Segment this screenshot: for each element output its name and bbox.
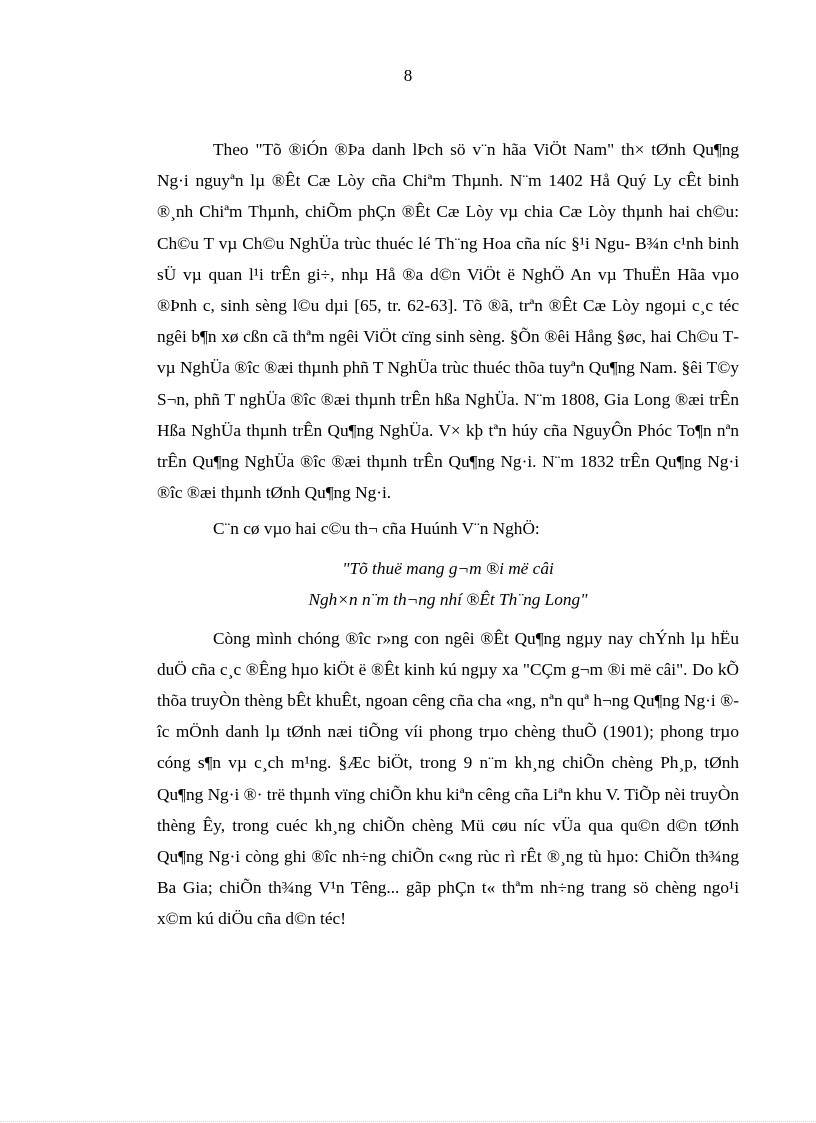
poem-line: Ngh×n n¨m th¬ng nhí ®Êt Th¨ng Long" bbox=[308, 589, 588, 609]
poem-line: "Tõ thuë mang g¬m ®i më câi bbox=[342, 558, 554, 578]
poem-quote bbox=[157, 553, 739, 615]
document-body bbox=[157, 134, 739, 935]
paragraph: C¨n cø vµo hai c©u th¬ cña Huúnh V¨n NghÖ: bbox=[213, 519, 540, 539]
paragraph: Theo "Tõ ®iÓn ®Þa danh lÞch sö v¨n hãa ViÖt Nam" th× tØnh Qu¶ng Ng·i nguyªn lµ ®Êt Cæ Lòy cña Chiªm Thµnh. N¨m 1402 Hå Quý Ly cÊt binh ®¸nh Chiªm Thµnh, chiÕm phÇn ®Êt Cæ Lòy vµ chia Cæ Lòy thµnh hai ch©u: Ch©u T vµ Ch©u NghÜa trùc thuéc lé Th¨ng Hoa cña níc §¹i Ngu- B¾n c¹nh binh sÜ vµ quan l¹i trÊn gi÷, nhµ Hå ®a d©n ViÖt ë NghÖ An vµ ThuËn Hãa vµo ®Þnh c, sinh sèng l©u dµi [65, tr. 62-63]. Tõ ®ã, trªn ®Êt Cæ Lòy ngoµi c¸c téc ngêi b¶n xø cßn cã thªm ngêi ViÖt cïng sinh sèng. §Õn ®êi Hång §øc, hai Ch©u T vµ NghÜa ®îc ®æi thµnh phñ T NghÜa trùc thuéc thõa tuyªn Qu¶ng Nam. §êi T©y S¬n, phñ T nghÜa ®îc ®æi thµnh trÊn hßa NghÜa. N¨m 1808, Gia Long ®æi trÊn Hßa NghÜa thµnh trÊn Qu¶ng NghÜa. V× kþ tªn húy cña NguyÔn Phóc To¶n nªn trÊn Qu¶ng NghÜa ®îc ®æi thµnh trÊn Qu¶ng Ng·i. N¨m 1832 trÊn Qu¶ng Ng·i ®îc ®æi thµnh tØnh Qu¶ng Ng·i. bbox=[157, 140, 739, 503]
paragraph: Còng mình chóng ®îc r»ng con ngêi ®Êt Qu¶ng ngµy nay chÝnh lµ hËu duÖ cña c¸c ®Êng hµo kiÖt ë ®Êt kinh kú ngµy xa "CÇm g¬m ®i më câi". Do kÕ thõa truyÒn thèng bÊt khuÊt, ngoan cêng cña cha «ng, nªn quª h¬ng Qu¶ng Ng·i ®îc mÖnh danh lµ tØnh næi tiÕng víi phong trµo chèng thuÕ (1901); phong trµo cóng s¶n vµ c¸ch m¹ng. §Æc biÖt, trong 9 n¨m kh¸ng chiÕn chèng Ph¸p, tØnh Qu¶ng Ng·i ®· trë thµnh vïng chiÕn khu kiªn cêng cña Liªn khu V. TiÕp nèi truyÒn thèng Êy, trong cuéc kh¸ng chiÕn chèng Mü cøu níc vÜa qua qu©n d©n tØnh Qu¶ng Ng·i còng ghi ®îc nh÷ng chiÕn c«ng rùc rì rÊt ®¸ng tù hµo: ChiÕn th¾ng Ba Gia; chiÕn th¾ng V¹n Têng... gãp phÇn t« thªm nh÷ng trang sö chèng ngo¹i x©m kú diÖu cña d©n téc! bbox=[157, 628, 739, 929]
page-bottom-divider bbox=[0, 1121, 816, 1122]
page-number: 8 bbox=[403, 66, 413, 85]
